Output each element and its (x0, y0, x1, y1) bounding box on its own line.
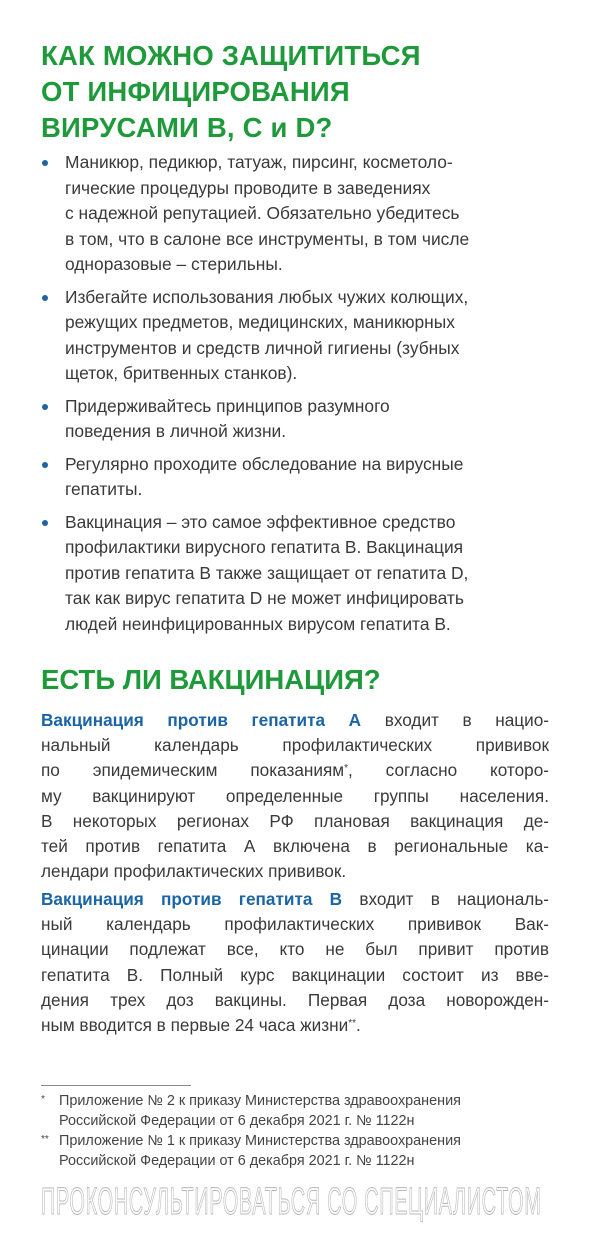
footnote-ref: ** (348, 1018, 357, 1030)
highlight-hepatitis-a: Вакцинация против гепатита А (41, 710, 362, 730)
highlight-hepatitis-b: Вакцинация против гепатита В (41, 889, 343, 909)
list-item (41, 452, 561, 503)
list-item (41, 394, 561, 445)
paragraph-line: гепатита В. Полный курс вакцинации состоит из вве- (41, 964, 549, 985)
paragraph-line (41, 887, 549, 912)
paragraph-line: тей против гепатита А включена в региональные ка- (41, 836, 549, 857)
list-item-text: одноразовые – стерильны. (65, 254, 283, 274)
footnote-ref: * (344, 763, 349, 775)
section-title-vaccination: ЕСТЬ ЛИ ВАКЦИНАЦИЯ? (41, 664, 381, 695)
footnote-mark: * (41, 1094, 45, 1105)
list-item-text: так как вирус гепатита D не может инфицировать (65, 588, 464, 608)
paragraph-line: В некоторых регионах РФ плановая вакцинация де- (41, 810, 549, 831)
paragraph-line: му вакцинируют определенные группы населения. (41, 785, 549, 806)
protection-list (41, 150, 561, 644)
footnote-mark: ** (41, 1134, 49, 1145)
list-item-text: щеток, бритвенных станков). (65, 363, 298, 383)
footnote-text: Приложение № 2 к приказу Министерства здравоохранения (59, 1093, 461, 1109)
section-title-protection (41, 38, 561, 146)
list-item-text: профилактики вирусного гепатита В. Вакцинация (65, 537, 464, 557)
footnote-text: Российской Федерации от 6 декабря 2021 г. № 1122н (59, 1112, 415, 1129)
bullet-dot-icon (42, 404, 48, 410)
consult-specialist-banner: ПРОКОНСУЛЬТИРОВАТЬСЯ СО СПЕЦИАЛИСТОМ (41, 1181, 542, 1223)
list-item-text: поведения в личной жизни. (65, 421, 287, 441)
paragraph-text: ным вводится в первые 24 часа жизни (41, 1015, 349, 1036)
list-item-text: в том, что в салоне все инструменты, в том числе (65, 228, 470, 249)
footnote-divider (41, 1085, 191, 1086)
paragraph-text: по эпидемическим показаниям (41, 760, 345, 781)
list-item (41, 150, 561, 278)
paragraph-line: нальный календарь профилактических прививок (41, 735, 549, 756)
list-item-text: Маникюр, педикюр, татуаж, пирсинг, косметоло- (65, 152, 453, 172)
footnote (41, 1092, 561, 1131)
footnote-text: Приложение № 1 к приказу Министерства здравоохранения (59, 1133, 461, 1149)
title-line: ВИРУСАМИ В, С и D? (41, 112, 333, 143)
list-item-text: с надежной репутацией. Обязательно убедитесь (65, 203, 460, 223)
title-line: КАК МОЖНО ЗАЩИТИТЬСЯ (41, 40, 421, 71)
list-item (41, 510, 561, 638)
list-item-text: инструментов и средств личной гигиены (зубных (65, 337, 460, 358)
list-item-text: Придерживайтесь принципов разумного (65, 395, 390, 416)
paragraph-line (41, 758, 549, 783)
paragraph-text: , согласно которо- (348, 760, 549, 781)
paragraph-hepatitis-b (41, 887, 549, 1038)
paragraph-line (41, 1013, 549, 1038)
paragraph-text: входит в националь- (342, 889, 549, 909)
list-item (41, 285, 561, 387)
list-item-text: людей неинфицированных вирусом гепатита В. (65, 613, 451, 634)
paragraph-line (41, 708, 549, 733)
list-item-text: Вакцинация – это самое эффективное средство (65, 511, 456, 532)
list-item-text: против гепатита В также защищает от гепатита D, (65, 562, 469, 583)
paragraph-text: . (356, 1015, 361, 1036)
list-item-text: Регулярно проходите обследование на вирусные (65, 453, 464, 474)
title-line: ОТ ИНФИЦИРОВАНИЯ (41, 76, 350, 107)
list-item-text: гические процедуры проводите в заведениях (65, 177, 431, 198)
paragraph-line: лендари профилактических прививок. (41, 861, 347, 882)
bullet-dot-icon (42, 160, 48, 166)
footnote-text: Российской Федерации от 6 декабря 2021 г. № 1122н (59, 1152, 415, 1169)
paragraph-line: дения трех доз вакцины. Первая доза новорожден- (41, 989, 549, 1010)
paragraph-line: ный календарь профилактических прививок Вак- (41, 914, 549, 935)
list-item-text: гепатиты. (65, 479, 143, 499)
bullet-dot-icon (42, 520, 48, 526)
bullet-dot-icon (42, 462, 48, 468)
list-item-text: Избегайте использования любых чужих колющих, (65, 286, 469, 307)
list-item-text: режущих предметов, медицинских, маникюрных (65, 312, 455, 332)
paragraph-hepatitis-a (41, 708, 549, 884)
paragraph-line: цинации подлежат все, кто не был привит против (41, 939, 549, 960)
paragraph-text: входит в нацио- (361, 710, 549, 730)
footnote (41, 1132, 561, 1171)
bullet-dot-icon (42, 295, 48, 301)
